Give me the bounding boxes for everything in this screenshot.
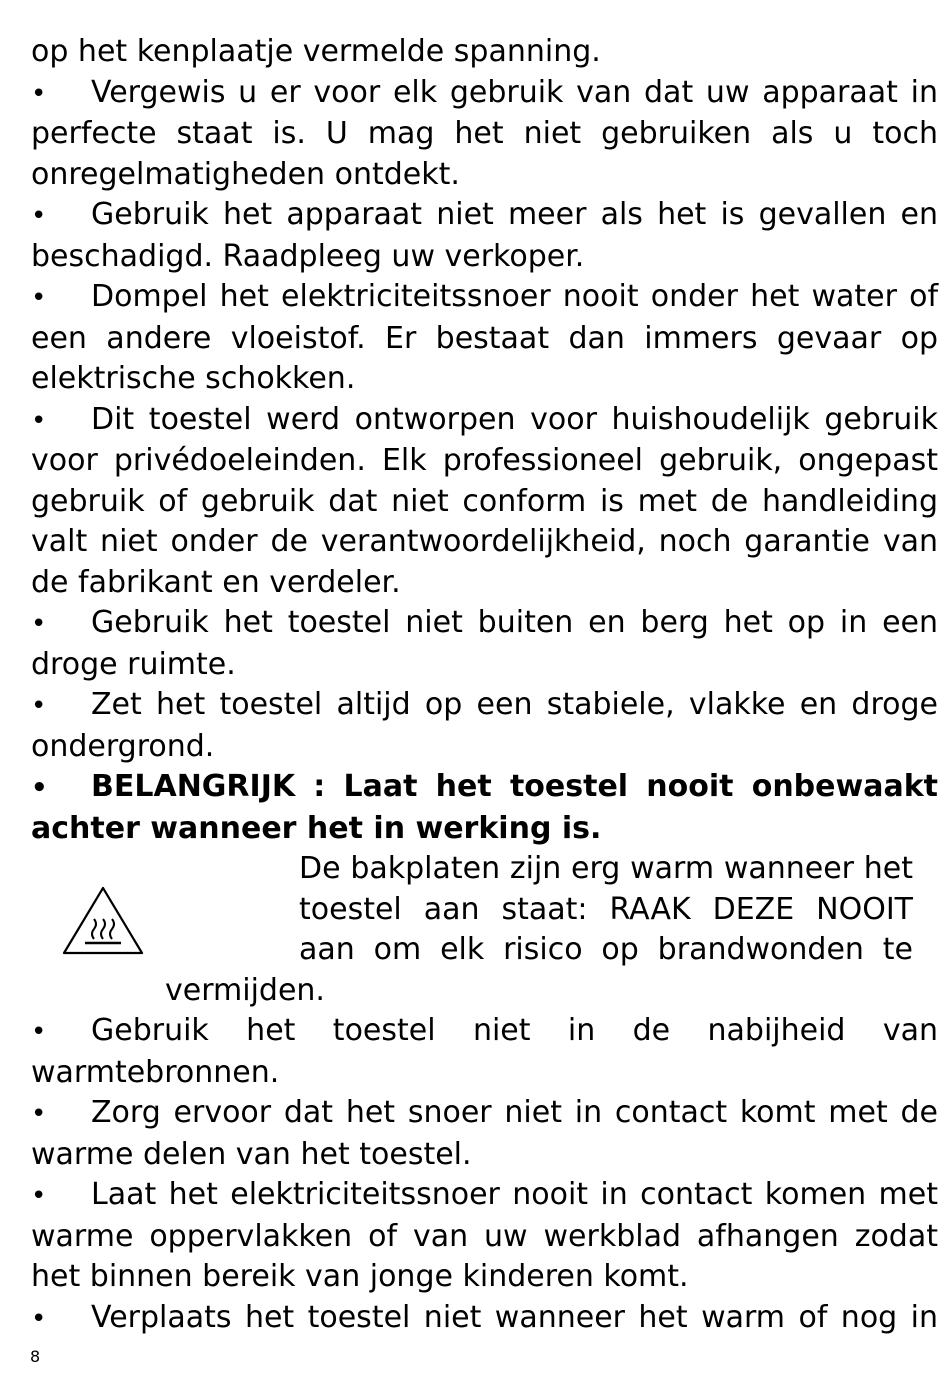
list-item-text: Zet het toestel altijd op een stabiele, vlakke en droge ondergrond. [31,687,938,764]
bullet: • [31,1099,47,1129]
list-item [31,603,938,685]
list-item-text: Gebruik het toestel niet in de nabijheid van warmtebronnen. [31,1013,938,1090]
bullet: • [31,1181,47,1211]
hot-surface-warning [31,849,938,1011]
list-item [31,195,938,277]
list-item [31,1093,938,1175]
bullet: • [31,1017,47,1047]
bullet: • [31,773,48,803]
bullet: • [31,201,47,231]
list-item-text: Dit toestel werd ontworpen voor huishoudelijk gebruik voor privédoeleinden. Elk professioneel gebruik, ongepast gebruik of gebruik dat niet conform is met de handleiding valt niet onder de verantwoordelijkheid, noch garantie van de fabrikant en verdeler. [31,401,938,600]
hot-surface-warning-icon [61,885,145,957]
list-item [31,685,938,767]
list-item-text: Zorg ervoor dat het snoer niet in contact komt met de warme delen van het toestel. [31,1095,938,1172]
list-item-text: Vergewis u er voor elk gebruik van dat uw apparaat in perfecte staat is. U mag het niet gebruiken als u toch onregelmatigheden ontdekt. [31,74,938,192]
list-item [31,73,938,196]
important-item [31,767,938,849]
list-item [31,277,938,400]
list-item-text: Dompel het elektriciteitssnoer nooit onder het water of een andere vloeistof. Er bestaat dan immers gevaar op elektrische schokken. [31,279,938,396]
bullet: • [31,283,47,313]
list-item-text: Gebruik het apparaat niet meer als het is gevallen en beschadigd. Raadpleeg uw verkoper. [31,197,938,274]
list-item-text: Laat het elektriciteitssnoer nooit in contact komen met warme oppervlakken of van uw werkblad afhangen zodat het binnen bereik van jonge kinderen komt. [31,1177,938,1294]
bullet: • [31,691,47,721]
bullet: • [31,78,47,109]
bullet: • [31,405,47,436]
lead-text: op het kenplaatje vermelde spanning. [31,34,601,69]
warning-text: De bakplaten zijn erg warm wanneer het toestel aan staat: RAAK DEZE NOOIT aan om elk risico op brandwonden te [299,851,913,967]
page-content [31,32,938,1339]
page-number: 8 [30,1347,41,1366]
list-item [31,1011,938,1093]
bullet: • [31,1303,47,1334]
list-item-text: Gebruik het toestel niet buiten en berg het op in een droge ruimte. [31,605,938,682]
list-item [31,400,938,604]
list-item [31,1175,938,1298]
bullet: • [31,609,47,639]
warning-text-tail: vermijden. [165,972,325,1008]
important-item-text: BELANGRIJK : Laat het toestel nooit onbewaakt achter wanneer het in werking is. [31,769,938,846]
list-item [31,1298,938,1340]
list-item-text: Verplaats het toestel niet wanneer het warm of nog in [91,1299,938,1335]
